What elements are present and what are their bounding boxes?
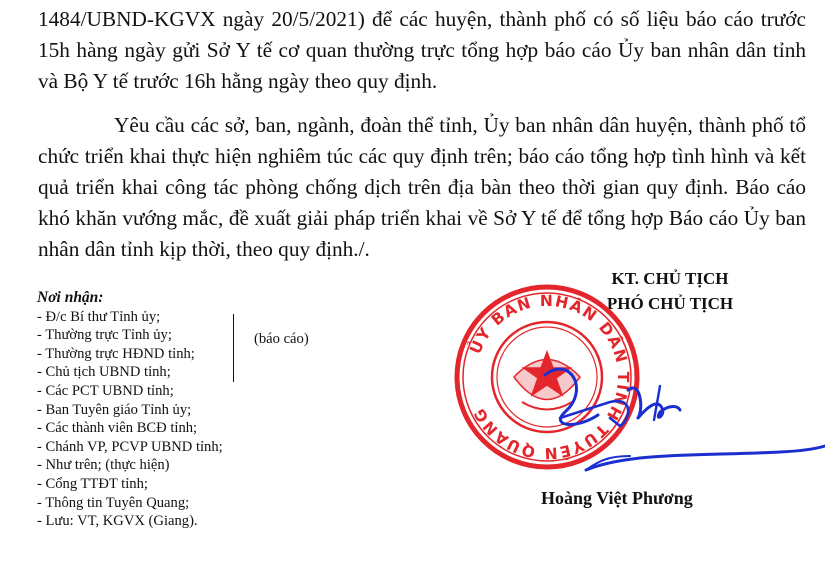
recipients-group-bracket [233,314,234,382]
recipient-item: - Các PCT UBND tỉnh; [37,382,174,399]
body-paragraph-2: Yêu cầu các sở, ban, ngành, đoàn thể tỉnh, Ủy ban nhân dân huyện, thành phố tổ chức triển khai thực hiện nghiêm túc các quy định trên; báo cáo tổng hợp tình hình và kết quả triển khai công tác phòng chống dịch trên địa bàn theo thời gian quy định. Báo cáo khó khăn vướng mắc, đề xuất giải pháp triển khai về Sở Y tế để tổng hợp Báo cáo Ủy ban nhân dân tỉnh kịp thời, theo quy định./. [38,113,806,261]
recipient-item: - Đ/c Bí thư Tỉnh ủy; [37,308,161,325]
recipients-title: Nơi nhận: [37,289,104,306]
recipient-item: - Lưu: VT, KGVX (Giang). [37,513,198,530]
recipients-list [37,289,337,531]
seal-text: ỦY BAN NHÂN DÂN TỈNH TUYÊN QUANG [466,291,633,463]
body-paragraph-1: 1484/UBND-KGVX ngày 20/5/2021) để các huyện, thành phố có số liệu báo cáo trước 15h hàng ngày gửi Sở Y tế cơ quan thường trực tổng hợp báo cáo Ủy ban nhân dân tỉnh và Bộ Y tế trước 16h hằng ngày theo quy định. [38,7,806,93]
handwritten-signature [540,360,825,480]
recipient-item: - Như trên; (thực hiện) [37,457,170,474]
recipient-item: - Thường trực HĐND tỉnh; [37,345,195,362]
signature-title-line-1: KT. CHỦ TỊCH [611,269,729,288]
recipient-item: - Thường trực Tỉnh ủy; [37,327,172,344]
signature-title-line-2: PHÓ CHỦ TỊCH [606,294,734,313]
recipient-item: - Thông tin Tuyên Quang; [37,494,190,511]
recipient-item: - Cổng TTĐT tỉnh; [37,475,148,492]
signer-name: Hoàng Việt Phương [541,488,693,508]
recipient-item: - Chủ tịch UBND tỉnh; [37,364,171,381]
recipient-item: - Ban Tuyên giáo Tỉnh ủy; [37,401,192,418]
recipient-item: - Chánh VP, PCVP UBND tỉnh; [37,438,223,455]
recipients-group-note: (báo cáo) [254,331,309,347]
recipient-item: - Các thành viên BCĐ tỉnh; [37,420,198,437]
